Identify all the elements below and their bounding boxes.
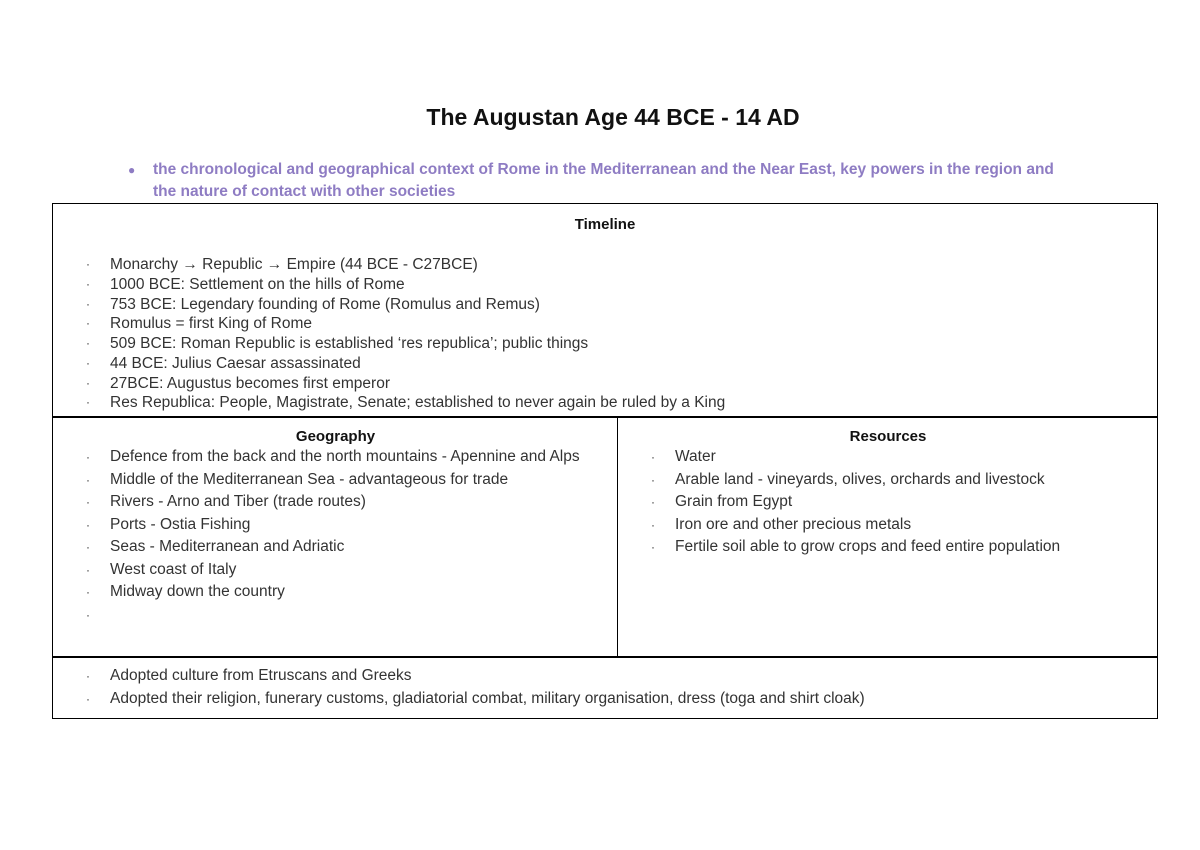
bullet-icon: ·: [86, 316, 90, 331]
bullet-icon: ·: [86, 607, 90, 622]
bullet-icon: ·: [86, 540, 90, 554]
bullet-icon: ·: [86, 517, 90, 532]
geography-resources-row: [52, 416, 1158, 658]
bullet-icon: ·: [651, 540, 655, 554]
bullet-icon: ·: [651, 495, 655, 509]
geography-item: · Rivers - Arno and Tiber (trade routes): [86, 491, 606, 514]
geography-item: · West coast of Italy: [86, 559, 606, 582]
timeline-item: · Res Republica: People, Magistrate, Senate; established to never again be ruled by a King: [86, 394, 726, 412]
geography-item: [86, 604, 606, 627]
timeline-item: · 509 BCE: Roman Republic is established ‘res republica’; public things: [86, 335, 589, 352]
bullet-icon: ·: [651, 472, 655, 487]
resources-item: · Grain from Egypt: [651, 491, 1146, 514]
geography-item: · Ports - Ostia Fishing: [86, 514, 606, 537]
bullet-icon: ·: [86, 669, 90, 683]
bullet-icon: ·: [651, 517, 655, 532]
timeline-item: · 27BCE: Augustus becomes first emperor: [86, 374, 390, 392]
geography-item: · Middle of the Mediterranean Sea - advantageous for trade: [86, 469, 606, 492]
influences-item: · Adopted their religion, funerary customs, gladiatorial combat, military organisation, dress (toga and shirt cloak): [86, 688, 1146, 711]
timeline-item: · Monarchy → Republic → Empire (44 BCE - C27BCE): [86, 256, 478, 273]
resources-item: · Iron ore and other precious metals: [651, 514, 1146, 537]
bullet-icon: ·: [651, 450, 655, 464]
bullet-icon: ·: [86, 336, 90, 350]
bullet-icon: ·: [86, 296, 90, 311]
resources-heading: Resources: [849, 428, 927, 445]
timeline-heading: Timeline: [574, 216, 636, 233]
bullet-icon: ·: [86, 257, 90, 271]
timeline-item: · 753 BCE: Legendary founding of Rome (Romulus and Remus): [86, 295, 540, 313]
influences-cell: [52, 656, 1158, 719]
influences-list: [86, 665, 1146, 710]
resources-list: [651, 446, 1146, 559]
timeline-cell: [52, 203, 1158, 418]
timeline-item: · Romulus = first King of Rome: [86, 315, 313, 333]
bullet-dot-icon: ●: [128, 163, 136, 177]
geography-item: · Seas - Mediterranean and Adriatic: [86, 536, 606, 559]
column-divider: [617, 417, 618, 657]
bullet-icon: ·: [86, 395, 90, 410]
geography-item: · Midway down the country: [86, 581, 606, 604]
bullet-icon: ·: [86, 472, 90, 487]
timeline-item: · 44 BCE: Julius Caesar assassinated: [86, 354, 361, 372]
page-title: The Augustan Age 44 BCE - 14 AD: [426, 104, 800, 130]
bullet-icon: ·: [86, 450, 90, 464]
bullet-icon: ·: [86, 562, 90, 577]
resources-item: · Water: [651, 446, 1146, 469]
influences-item: · Adopted culture from Etruscans and Greeks: [86, 665, 1146, 688]
geography-cell: [53, 417, 618, 657]
resources-item: · Fertile soil able to grow crops and feed entire population: [651, 536, 1146, 559]
resources-cell: [619, 417, 1157, 657]
bullet-icon: ·: [86, 355, 90, 370]
objective-bullet-item: [128, 159, 1078, 203]
geography-heading: Geography: [295, 428, 376, 445]
geography-list: [86, 446, 606, 626]
geography-item: · Defence from the back and the north mountains - Apennine and Alps: [86, 446, 606, 469]
bullet-icon: ·: [86, 585, 90, 599]
bullet-icon: ·: [86, 375, 90, 390]
bullet-icon: ·: [86, 495, 90, 509]
bullet-icon: ·: [86, 691, 90, 706]
timeline-item: · 1000 BCE: Settlement on the hills of Rome: [86, 275, 405, 293]
resources-item: · Arable land - vineyards, olives, orchards and livestock: [651, 469, 1146, 492]
bullet-icon: ·: [86, 276, 90, 291]
timeline-list: [86, 255, 1146, 413]
objective-text: the chronological and geographical context of Rome in the Mediterranean and the Near East, key powers in the region and the nature of contact with other societies: [153, 161, 1054, 200]
